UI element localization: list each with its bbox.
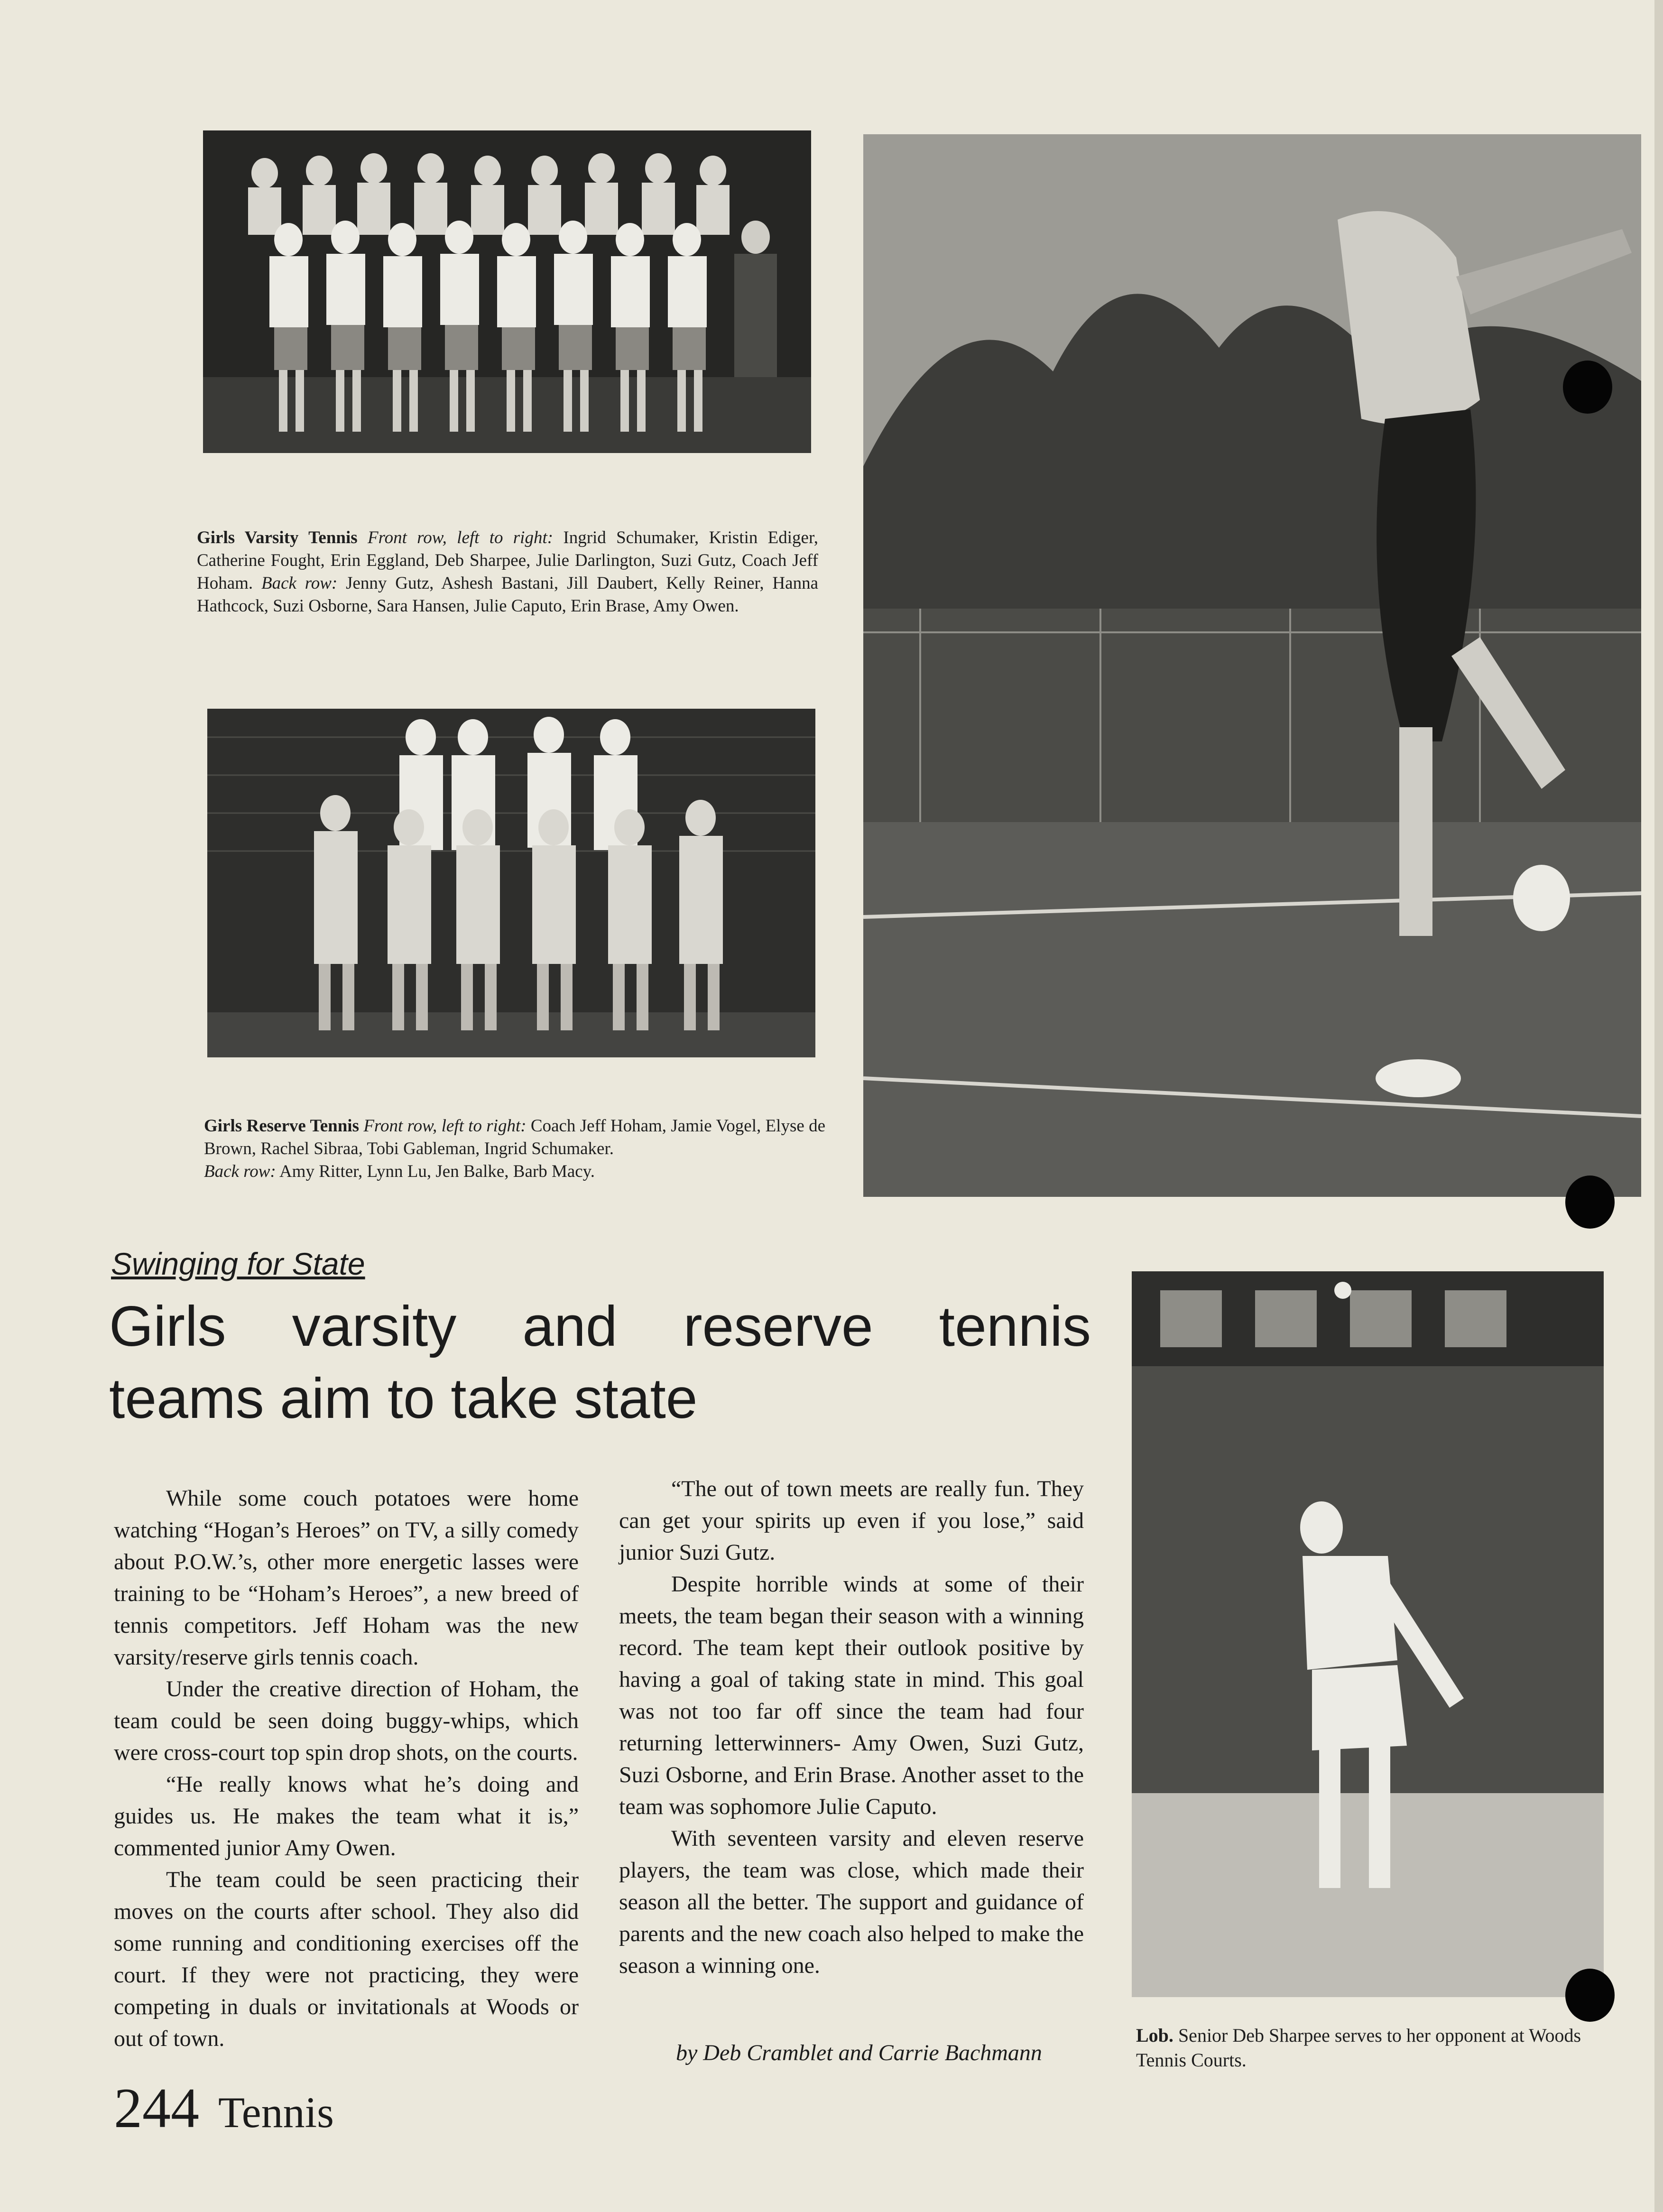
article-paragraph: The team could be seen practicing their moves on the courts after school. They also did some running and conditioning exercises off the court. If they were not practicing, they were competing in duals or invitationals at Woods or out of town. bbox=[114, 1867, 579, 2051]
reserve-caption bbox=[204, 1115, 825, 1183]
lob-caption-text: Senior Deb Sharpee serves to her opponent at Woods Tennis Courts. bbox=[1136, 2025, 1581, 2071]
page-number: 244 bbox=[114, 2076, 199, 2139]
article-paragraph: Under the creative direction of Hoham, the team could be seen doing buggy-whips, which were cross-court top spin drop shots, on the courts. bbox=[114, 1676, 579, 1765]
lob-caption-title: Lob. bbox=[1136, 2025, 1173, 2046]
headline-word: Girls bbox=[109, 1295, 226, 1358]
article-paragraph: Despite horrible winds at some of their meets, the team began their season with a winning record. The team kept their outlook positive by having a goal of taking state in mind. This goal was not too far off since the team had four returning letterwinners- Amy Owen, Suzi Gutz, Suzi Osborne, and Erin Brase. Another asset to the team was sophomore Julie Caputo. bbox=[619, 1572, 1084, 1819]
page-folio bbox=[114, 2075, 334, 2141]
headline-line-1 bbox=[109, 1290, 1091, 1362]
reserve-team-photo bbox=[207, 709, 815, 1057]
headline-word: varsity bbox=[292, 1295, 457, 1358]
page-edge bbox=[1654, 0, 1663, 2212]
reserve-caption-front-label: Front row, left to right: bbox=[363, 1116, 527, 1136]
varsity-caption-back: Jenny Gutz, Ashesh Bastani, Jill Daubert, Kelly Reiner, Hanna Hathcock, Suzi Osborne, Sara Hansen, Julie Caputo, Erin Brase, Amy Owen. bbox=[197, 574, 818, 616]
reserve-caption-title: Girls Reserve Tennis bbox=[204, 1116, 359, 1136]
headline-line-2: teams aim to take state bbox=[109, 1367, 698, 1430]
varsity-caption bbox=[197, 527, 818, 618]
article-kicker: Swinging for State bbox=[111, 1246, 365, 1281]
lob-caption bbox=[1136, 2023, 1610, 2073]
varsity-caption-back-label: Back row: bbox=[261, 574, 338, 593]
varsity-team-photo bbox=[203, 130, 811, 453]
article-headline bbox=[109, 1290, 1091, 1435]
serve-action-photo bbox=[863, 134, 1641, 1197]
binder-hole-bottom bbox=[1565, 1969, 1615, 2022]
lob-action-photo bbox=[1132, 1271, 1604, 1997]
headline-word: and bbox=[522, 1295, 618, 1358]
reserve-caption-front: Coach Jeff Hoham, Jamie Vogel, Elyse de Brown, Rachel Sibraa, Tobi Gableman, Ingrid Schumaker. bbox=[204, 1116, 826, 1158]
varsity-caption-front-label: Front row, left to right: bbox=[367, 528, 554, 547]
binder-hole-top bbox=[1563, 361, 1612, 414]
article-paragraph: With seventeen varsity and eleven reserve players, the team was close, which made their season all the better. The support and guidance of parents and the new coach also helped to make the season a winning one. bbox=[619, 1826, 1084, 1978]
article-column-1 bbox=[114, 1482, 579, 2055]
article-byline: by Deb Cramblet and Carrie Bachmann bbox=[676, 2040, 1042, 2065]
article-column-2 bbox=[619, 1473, 1084, 1981]
reserve-caption-back-label: Back row: bbox=[204, 1162, 276, 1181]
varsity-caption-title: Girls Varsity Tennis bbox=[197, 528, 358, 547]
article-paragraph: “He really knows what he’s doing and guides us. He makes the team what it is,” commented junior Amy Owen. bbox=[114, 1772, 579, 1860]
binder-hole-middle bbox=[1565, 1175, 1615, 1229]
headline-word: reserve bbox=[683, 1295, 873, 1358]
section-name: Tennis bbox=[218, 2088, 334, 2137]
article-paragraph: While some couch potatoes were home watching “Hogan’s Heroes” on TV, a silly comedy about P.O.W.’s, other more energetic lasses were training to be “Hoham’s Heroes”, a new breed of tennis competitors. Jeff Hoham was the new varsity/reserve girls tennis coach. bbox=[114, 1486, 579, 1670]
reserve-caption-back: Amy Ritter, Lynn Lu, Jen Balke, Barb Macy. bbox=[279, 1162, 595, 1181]
varsity-caption-front: Ingrid Schumaker, Kristin Ediger, Catherine Fought, Erin Eggland, Deb Sharpee, Julie Darlington, Suzi Gutz, Coach Jeff Hoham. bbox=[197, 528, 819, 593]
article-paragraph: “The out of town meets are really fun. They can get your spirits up even if you lose,” said junior Suzi Gutz. bbox=[619, 1476, 1084, 1565]
headline-word: tennis bbox=[939, 1295, 1091, 1358]
